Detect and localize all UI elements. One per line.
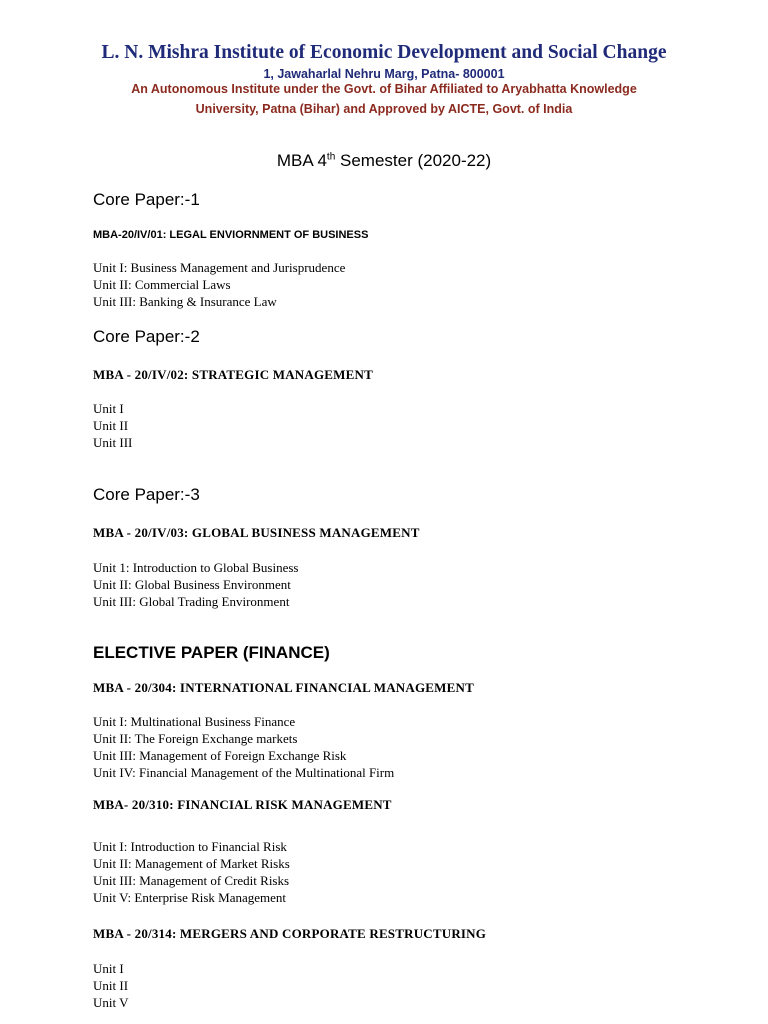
paper-310-unit: Unit I: Introduction to Financial Risk — [93, 839, 287, 854]
semester-ordinal: th — [326, 151, 336, 163]
paper-304-unit: Unit I: Multinational Business Finance — [93, 714, 296, 729]
core-paper-3-unit: Unit 1: Introduction to Global Business — [93, 560, 299, 575]
core-paper-3-heading: Core Paper:-3 — [93, 485, 200, 504]
paper-310-unit: Unit V: Enterprise Risk Management — [93, 890, 287, 905]
institute-affiliation-line2: University, Patna (Bihar) and Approved by AICTE, Govt. of India — [195, 102, 573, 116]
semester-suffix: Semester (2020-22) — [335, 151, 492, 170]
core-paper-1-unit: Unit I: Business Management and Jurisprudence — [93, 260, 346, 275]
semester-title — [0, 151, 768, 171]
core-paper-2-code: MBA - 20/IV/02: STRATEGIC MANAGEMENT — [93, 367, 373, 382]
core-paper-1-unit: Unit II: Commercial Laws — [93, 277, 231, 292]
core-paper-3-unit: Unit II: Global Business Environment — [93, 577, 291, 592]
paper-304-unit: Unit III: Management of Foreign Exchange Risk — [93, 748, 347, 763]
paper-304-unit: Unit II: The Foreign Exchange markets — [93, 731, 298, 746]
core-paper-3-unit: Unit III: Global Trading Environment — [93, 594, 290, 609]
core-paper-2-unit: Unit II — [93, 418, 129, 433]
paper-314-unit: Unit II — [93, 978, 129, 993]
paper-314-unit: Unit V — [93, 995, 129, 1010]
institute-name: L. N. Mishra Institute of Economic Development and Social Change — [101, 42, 667, 63]
paper-314-unit: Unit I — [93, 961, 124, 976]
core-paper-3-code: MBA - 20/IV/03: GLOBAL BUSINESS MANAGEMENT — [93, 525, 420, 540]
institute-address: 1, Jawaharlal Nehru Marg, Patna- 800001 — [263, 67, 505, 81]
paper-310-unit: Unit II: Management of Market Risks — [93, 856, 290, 871]
paper-304-unit: Unit IV: Financial Management of the Multinational Firm — [93, 765, 395, 780]
core-paper-1-code: MBA-20/IV/01: LEGAL ENVIORNMENT OF BUSINESS — [93, 229, 369, 241]
elective-heading: ELECTIVE PAPER (FINANCE) — [93, 643, 330, 662]
institute-affiliation-line1: An Autonomous Institute under the Govt. of Bihar Affiliated to Aryabhatta Knowledge — [131, 82, 637, 96]
core-paper-1-heading: Core Paper:-1 — [93, 190, 200, 209]
core-paper-2-heading: Core Paper:-2 — [93, 327, 200, 346]
semester-prefix: MBA 4 — [276, 151, 327, 170]
paper-304-code: MBA - 20/304: INTERNATIONAL FINANCIAL MANAGEMENT — [93, 680, 474, 695]
core-paper-2-unit: Unit III — [93, 435, 133, 450]
paper-314-code: MBA - 20/314: MERGERS AND CORPORATE RESTRUCTURING — [93, 926, 487, 941]
paper-310-code: MBA- 20/310: FINANCIAL RISK MANAGEMENT — [93, 797, 392, 812]
paper-310-unit: Unit III: Management of Credit Risks — [93, 873, 290, 888]
core-paper-2-unit: Unit I — [93, 401, 124, 416]
core-paper-1-unit: Unit III: Banking & Insurance Law — [93, 294, 277, 309]
